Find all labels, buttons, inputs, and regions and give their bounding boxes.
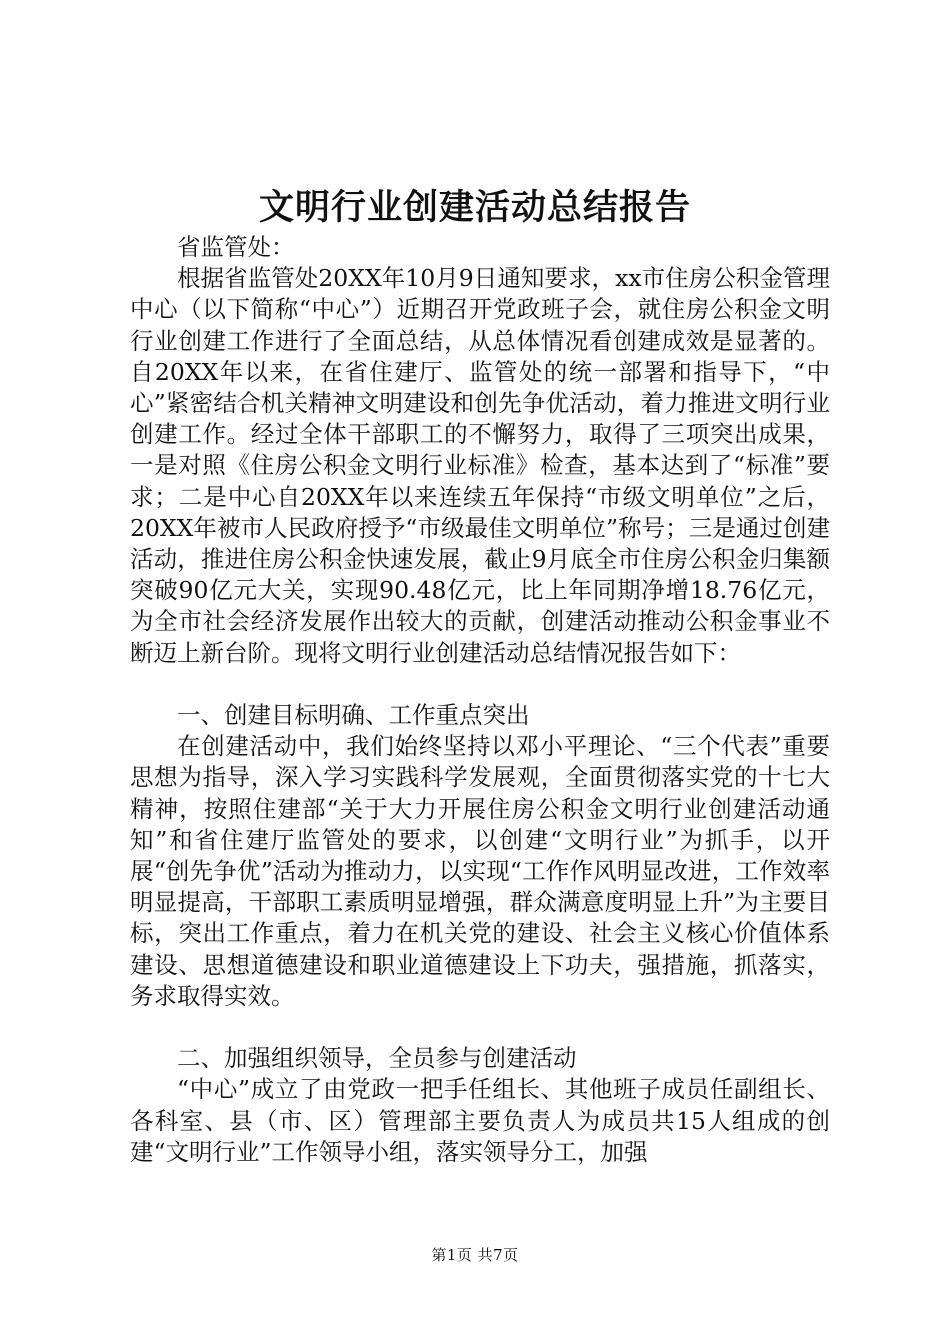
document-title: 文明行业创建活动总结报告 bbox=[258, 187, 691, 228]
document-body bbox=[130, 232, 830, 1168]
paragraph-section-1: 在创建活动中，我们始终坚持以邓小平理论、“三个代表”重要思想为指导，深入学习实践科学发展观，全面贯彻落实党的十七大精神，按照住建部“关于大力开展住房公积金文明行业创建活动通知”和省住建厅监管处的要求，以创建“文明行业”为抓手，以开展“创先争优”活动为推动力，以实现“工作作风明显改进，工作效率明显提高，干部职工素质明显增强，群众满意度明显上升”为主要目标，突出工作重点，着力在机关党的建设、社会主义核心价值体系建设、思想道德建设和职业道德建设上下功夫，强措施，抓落实，务求取得实效。 bbox=[130, 732, 830, 1010]
paragraph-spacer bbox=[130, 669, 830, 700]
page-footer: 第1页 共7页 bbox=[431, 1246, 519, 1264]
paragraph-intro: 根据省监管处20XX年10月9日通知要求，xx市住房公积金管理中心（以下简称“中心”）近期召开党政班子会，就住房公积金文明行业创建工作进行了全面总结，从总体情况看创建成效是显著的。自20XX年以来，在省住建厅、监管处的统一部署和指导下，“中心”紧密结合机关精神文明建设和创先争优活动，着力推进文明行业创建工作。经过全体干部职工的不懈努力，取得了三项突出成果，一是对照《住房公积金文明行业标准》检查，基本达到了“标准”要求；二是中心自20XX年以来连续五年保持“市级文明单位”之后，20XX年被市人民政府授予“市级最佳文明单位”称号；三是通过创建活动，推进住房公积金快速发展，截止9月底全市住房公积金归集额突破90亿元大关，实现90.48亿元，比上年同期净增18.76亿元，为全市社会经济发展作出较大的贡献，创建活动推动公积金事业不断迈上新台阶。现将文明行业创建活动总结情况报告如下： bbox=[130, 264, 830, 667]
section-heading-2: 二、加强组织领导，全员参与创建活动 bbox=[177, 1044, 577, 1073]
paragraph-section-2: “中心”成立了由党政一把手任组长、其他班子成员任副组长、各科室、县（市、区）管理部主要负责人为成员共15人组成的创建“文明行业”工作领导小组，落实领导分工，加强 bbox=[130, 1075, 830, 1166]
salutation: 省监管处： bbox=[177, 233, 295, 261]
section-heading-1: 一、创建目标明确、工作重点突出 bbox=[177, 701, 530, 730]
paragraph-spacer bbox=[130, 1012, 830, 1043]
